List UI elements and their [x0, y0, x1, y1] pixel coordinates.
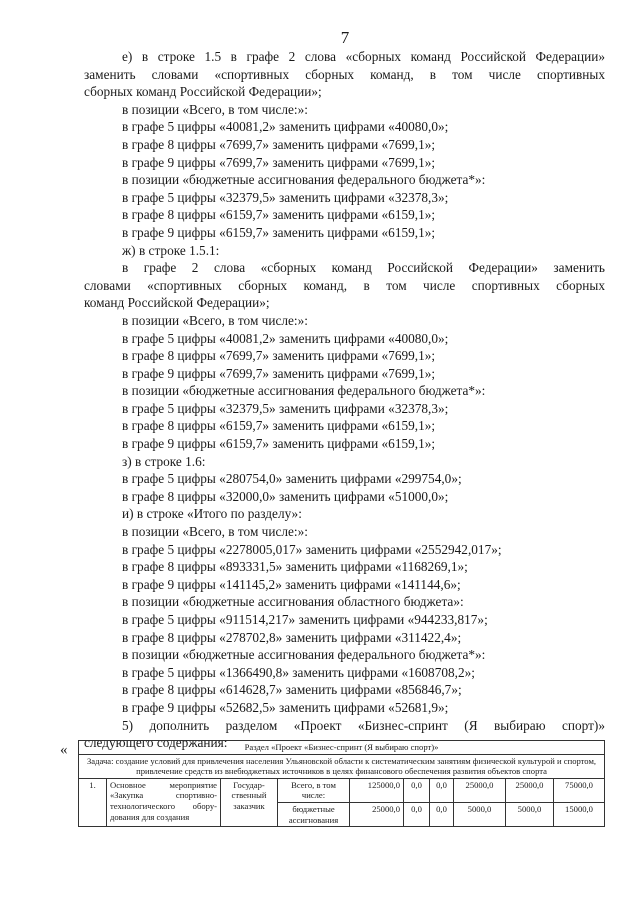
text-line: в позиции «бюджетные ассигнования областного бюджета»:	[122, 594, 464, 610]
text-line: в позиции «Всего, в том числе:»:	[122, 101, 308, 117]
text-line: в графе 8 цифры «7699,7» заменить цифрами «7699,1»;	[122, 348, 436, 364]
text-line: заменить словами «спортивных сборных команд, в том числе спортивных	[84, 66, 605, 82]
task-row	[79, 754, 605, 778]
text-line: в графе 9 цифры «6159,7» заменить цифрами «6159,1»;	[122, 436, 436, 452]
text-line: з) в строке 1.6:	[122, 453, 206, 469]
text-line: ж) в строке 1.5.1:	[122, 242, 220, 258]
text-line: в графе 9 цифры «6159,7» заменить цифрами «6159,1»;	[122, 224, 436, 240]
value-cell: 0,0	[404, 778, 430, 802]
row-label: Всего, в том числе:	[278, 778, 350, 802]
value-cell: 0,0	[404, 802, 430, 826]
document-body	[84, 48, 605, 752]
text-line: в графе 5 цифры «2278005,017» заменить цифрами «2552942,017»;	[122, 541, 502, 557]
opening-quote-mark: «	[60, 742, 68, 758]
text-line: в графе 9 цифры «7699,7» заменить цифрами «7699,1»;	[122, 365, 436, 381]
text-line: в графе 8 цифры «7699,7» заменить цифрами «7699,1»;	[122, 136, 436, 152]
text-line: в графе 8 цифры «6159,7» заменить цифрами «6159,1»;	[122, 418, 436, 434]
page-number: 7	[340, 28, 350, 47]
text-line: в графе 5 цифры «280754,0» заменить цифрами «299754,0»;	[122, 471, 462, 487]
value-cell: 25000,0	[350, 802, 404, 826]
text-line: команд Российской Федерации»;	[84, 295, 270, 311]
value-cell: 0,0	[430, 802, 454, 826]
executor: Государ-ственный заказчик	[221, 778, 278, 826]
value-cell: 5000,0	[454, 802, 506, 826]
text-line: в графе 8 цифры «614628,7» заменить цифрами «856846,7»;	[122, 682, 462, 698]
value-cell: 0,0	[430, 778, 454, 802]
text-line: в графе 5 цифры «32379,5» заменить цифрами «32378,3»;	[122, 189, 449, 205]
text-line: е) в строке 1.5 в графе 2 слова «сборных команд Российской Федерации»	[122, 49, 605, 64]
text-line: в позиции «Всего, в том числе:»:	[122, 524, 308, 540]
row-number: 1.	[79, 778, 107, 826]
text-line: и) в строке «Итого по разделу»:	[122, 506, 302, 522]
value-cell: 75000,0	[554, 778, 605, 802]
table-row	[79, 778, 605, 802]
text-line: в графе 9 цифры «7699,7» заменить цифрами «7699,1»;	[122, 154, 436, 170]
row-label: бюджетные ассигнования	[278, 802, 350, 826]
text-line: в графе 8 цифры «32000,0» заменить цифрами «51000,0»;	[122, 488, 449, 504]
text-line: в графе 5 цифры «40081,2» заменить цифрами «40080,0»;	[122, 330, 449, 346]
value-cell: 15000,0	[554, 802, 605, 826]
text-line: в графе 8 цифры «278702,8» заменить цифрами «311422,4»;	[122, 629, 462, 645]
text-line: в позиции «бюджетные ассигнования федерального бюджета*»:	[122, 383, 486, 399]
task-text: Задача: создание условий для привлечения населения Ульяновской области к систематическим занятиям физической культурой и спортом, привлечение средств из внебюджетных источников в целях финансового обеспечения развития объектов спорта	[79, 754, 605, 778]
text-line: в графе 5 цифры «911514,217» заменить цифрами «944233,817»;	[122, 612, 488, 627]
section-title: Раздел «Проект «Бизнес-спринт (Я выбираю спорт)»	[79, 741, 605, 755]
value-cell: 125000,0	[350, 778, 404, 802]
text-line: в графе 5 цифры «40081,2» заменить цифрами «40080,0»;	[122, 119, 449, 135]
text-line: в графе 5 цифры «32379,5» заменить цифрами «32378,3»;	[122, 400, 449, 416]
text-line: в графе 2 слова «сборных команд Российской Федерации» заменить	[122, 260, 605, 276]
section-table	[78, 740, 605, 827]
text-line: 5) дополнить разделом «Проект «Бизнес-спринт (Я выбираю спорт)»	[122, 717, 605, 733]
text-line: в графе 9 цифры «52682,5» заменить цифрами «52681,9»;	[122, 699, 449, 715]
measure-name: Основное мероприятие «Закупка спортивно-технологического обору-дования для создания	[107, 778, 221, 826]
text-line: в графе 5 цифры «1366490,8» заменить цифрами «1608708,2»;	[122, 664, 475, 680]
value-cell: 25000,0	[506, 778, 554, 802]
value-cell: 5000,0	[506, 802, 554, 826]
text-line: в графе 8 цифры «893331,5» заменить цифрами «1168269,1»;	[122, 559, 468, 575]
text-line: в позиции «бюджетные ассигнования федерального бюджета*»:	[122, 647, 486, 663]
text-line: словами «спортивных сборных команд, в том числе спортивных сборных	[84, 277, 605, 293]
text-line: сборных команд Российской Федерации»;	[84, 84, 322, 100]
text-line: в графе 9 цифры «141145,2» заменить цифрами «141144,6»;	[122, 576, 461, 592]
value-cell: 25000,0	[454, 778, 506, 802]
text-line: в позиции «Всего, в том числе:»:	[122, 312, 308, 328]
text-line: следующего содержания:	[84, 735, 228, 751]
text-line: в графе 8 цифры «6159,7» заменить цифрами «6159,1»;	[122, 207, 436, 223]
text-line: в позиции «бюджетные ассигнования федерального бюджета*»:	[122, 172, 486, 188]
section-title-row	[79, 741, 605, 755]
